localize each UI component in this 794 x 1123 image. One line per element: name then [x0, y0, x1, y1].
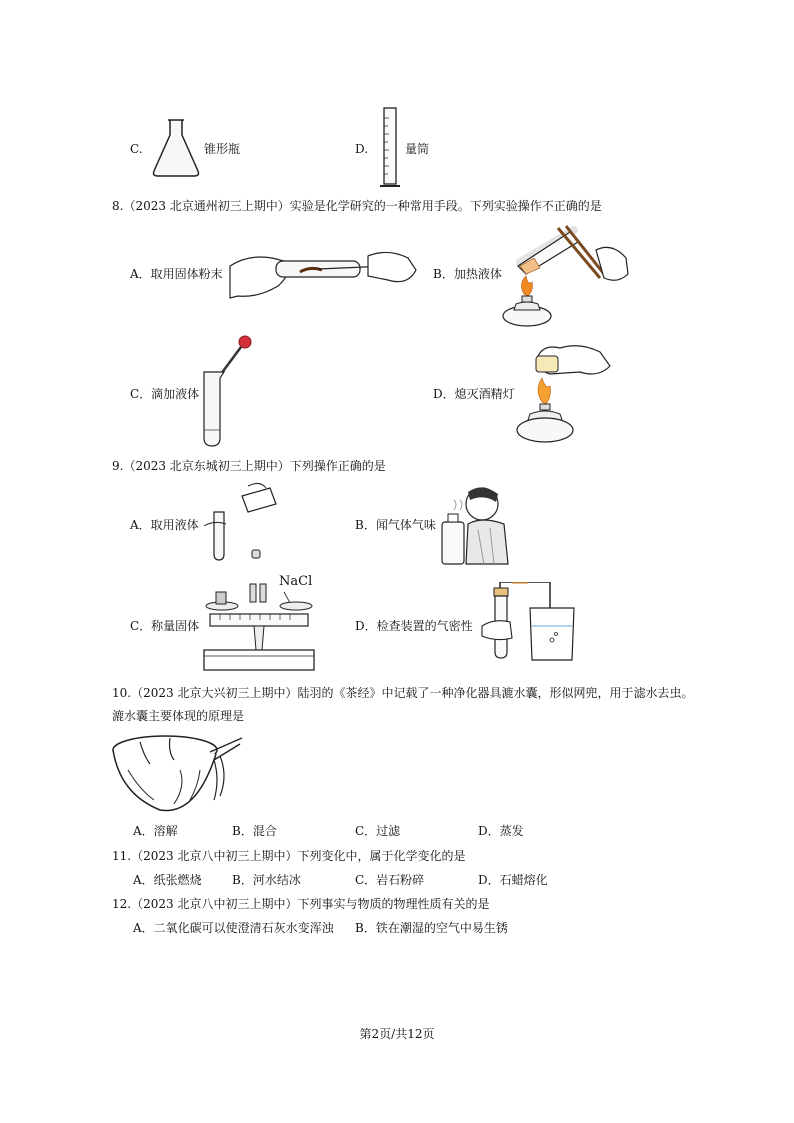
q8-option-b: B．加热液体: [433, 267, 502, 281]
dropper-test-tube-image: [196, 334, 256, 450]
q12-option-b: B．铁在潮湿的空气中易生锈: [355, 921, 508, 935]
q10-stem-line2: 漉水囊主要体现的原理是: [112, 709, 245, 723]
q11-stem: 11.（2023 北京八中初三上期中）下列变化中，属于化学变化的是: [112, 849, 466, 863]
q10-option-c: C．过滤: [355, 824, 401, 838]
q10-option-a: A．溶解: [133, 824, 178, 838]
q7-option-c-letter: C.: [130, 142, 143, 156]
airtightness-check-image: [478, 582, 578, 664]
q10-option-b: B．混合: [232, 824, 277, 838]
q10-stem-line1: 10.（2023 北京大兴初三上期中）陆羽的《茶经》中记载了一种净化器具漉水囊，形似网兜，用于滤水去虫。: [112, 686, 694, 700]
q11-option-b: B．河水结冰: [232, 873, 301, 887]
q12-stem: 12.（2023 北京八中初三上期中）下列事实与物质的物理性质有关的是: [112, 897, 490, 911]
nacl-label: NaCl: [279, 574, 313, 589]
q8-option-c: C．滴加液体: [130, 387, 200, 401]
q8-stem: 8.（2023 北京通州初三上期中）实验是化学研究的一种常用手段。下列实验操作不正确的是: [112, 199, 602, 213]
q11-option-d: D．石蜡熔化: [478, 873, 548, 887]
q8-option-d: D．熄灭酒精灯: [433, 387, 515, 401]
water-filter-bag-image: [110, 730, 244, 818]
powder-test-tube-hand-image: [228, 236, 418, 306]
q11-option-a: A．纸张燃烧: [133, 873, 202, 887]
balance-scale-image: [200, 580, 318, 672]
extinguishing-lamp-image: [510, 336, 614, 448]
q11-option-c: C．岩石粉碎: [355, 873, 425, 887]
q8-option-a: A．取用固体粉末: [130, 267, 223, 281]
q9-option-d: D．检查装置的气密性: [355, 619, 473, 633]
page-number: 第2页/共12页: [359, 1027, 435, 1041]
conical-flask-image: [150, 117, 202, 179]
q7-option-c-label: 锥形瓶: [204, 142, 241, 156]
q9-option-a: A．取用液体: [130, 518, 199, 532]
q12-option-a: A．二氧化碳可以使澄清石灰水变浑浊: [133, 921, 334, 935]
q7-option-d-letter: D.: [355, 142, 369, 156]
q9-option-c: C．称量固体: [130, 619, 200, 633]
heating-liquid-image: [500, 222, 632, 328]
graduated-cylinder-image: [378, 106, 404, 190]
smelling-gas-image: [438, 482, 510, 566]
q9-stem: 9.（2023 北京东城初三上期中）下列操作正确的是: [112, 459, 386, 473]
pouring-liquid-image: [200, 482, 280, 566]
q10-option-d: D．蒸发: [478, 824, 524, 838]
q9-option-b: B．闻气体气味: [355, 518, 436, 532]
q7-option-d-label: 量筒: [405, 142, 430, 156]
